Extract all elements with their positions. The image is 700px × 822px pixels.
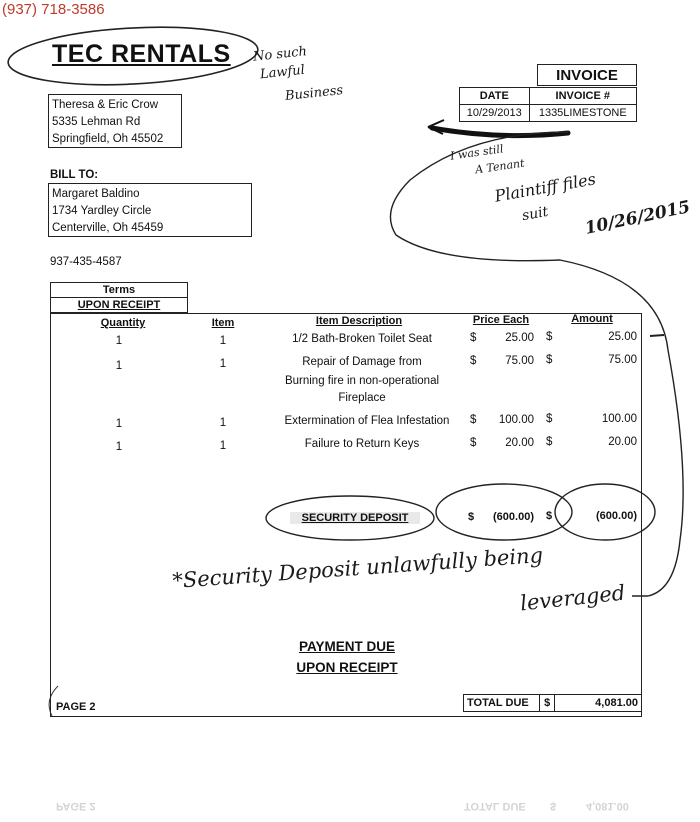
note-leveraged: leveraged bbox=[519, 580, 627, 616]
note-suit-date: 10/26/2015 bbox=[583, 197, 692, 239]
date-arrow bbox=[432, 128, 568, 136]
row-currency-amount: $ bbox=[546, 354, 553, 366]
row-price: 25.00 bbox=[505, 332, 534, 344]
row-qty: 1 bbox=[115, 441, 123, 453]
security-deposit-currency-amount: $ bbox=[546, 510, 553, 522]
payment-due bbox=[272, 636, 422, 678]
bill-to-address bbox=[48, 183, 252, 237]
reflection-total-value: 4,081.00 bbox=[586, 800, 629, 812]
security-deposit-price: (600.00) bbox=[493, 511, 534, 523]
bill-to-phone: 937-435-4587 bbox=[50, 256, 122, 268]
row-desc: Failure to Return Keys bbox=[304, 438, 420, 450]
reflection-total-label: TOTAL DUE bbox=[464, 800, 526, 812]
security-deposit-currency: $ bbox=[468, 511, 475, 523]
row-currency: $ bbox=[470, 414, 477, 426]
row-amount: 20.00 bbox=[608, 436, 637, 448]
row-qty: 1 bbox=[115, 360, 123, 372]
row-price: 20.00 bbox=[505, 437, 534, 449]
total-due-label: TOTAL DUE bbox=[464, 695, 540, 712]
note-no-such: No such bbox=[252, 44, 308, 65]
total-due-table bbox=[463, 694, 642, 712]
phone-number: (937) 718-3586 bbox=[2, 1, 105, 18]
total-due-value: 4,081.00 bbox=[555, 695, 642, 712]
reflection-page-label: PAGE 2 bbox=[56, 800, 96, 812]
note-tenant: A Tenant bbox=[474, 156, 526, 177]
row-item: 1 bbox=[219, 440, 227, 452]
row-currency-amount: $ bbox=[546, 436, 553, 448]
row-currency: $ bbox=[470, 355, 477, 367]
security-deposit-label: SECURITY DEPOSIT bbox=[290, 512, 420, 524]
payment-due-line2: UPON RECEIPT bbox=[296, 660, 398, 675]
note-still: I was still bbox=[449, 142, 505, 163]
sender-address bbox=[48, 94, 182, 148]
row-desc-line3: Fireplace bbox=[338, 392, 386, 404]
row-price: 75.00 bbox=[505, 355, 534, 367]
row-qty: 1 bbox=[115, 418, 123, 430]
row-amount: 75.00 bbox=[608, 354, 637, 366]
date-label: DATE bbox=[460, 88, 530, 105]
bill-to-line1: Margaret Baldino bbox=[52, 188, 140, 200]
note-suit: suit bbox=[520, 203, 550, 225]
col-quantity: Quantity bbox=[100, 317, 146, 329]
company-name: TEC RENTALS bbox=[52, 40, 231, 68]
row-amount: 25.00 bbox=[608, 331, 637, 343]
row-desc: 1/2 Bath-Broken Toilet Seat bbox=[292, 333, 432, 345]
note-business: Business bbox=[284, 83, 344, 104]
row-desc: Extermination of Flea Infestation bbox=[284, 415, 450, 427]
company-circle bbox=[7, 21, 260, 90]
security-deposit-amount: (600.00) bbox=[596, 510, 637, 522]
col-item: Item bbox=[211, 317, 235, 329]
reflection-total-currency: $ bbox=[550, 800, 557, 812]
terms-table bbox=[50, 282, 188, 313]
sender-line2: 5335 Lehman Rd bbox=[52, 116, 141, 128]
col-price: Price Each bbox=[472, 314, 530, 326]
page-label: PAGE 2 bbox=[56, 701, 96, 713]
bill-to-line2: 1734 Yardley Circle bbox=[52, 205, 152, 217]
invoice-title: INVOICE bbox=[537, 64, 637, 86]
row-item: 1 bbox=[219, 358, 227, 370]
col-description: Item Description bbox=[315, 315, 403, 327]
row-currency-amount: $ bbox=[546, 413, 553, 425]
row-desc: Repair of Damage from bbox=[302, 356, 422, 368]
invoice-info-table bbox=[459, 87, 637, 122]
row-currency-amount: $ bbox=[546, 331, 553, 343]
bill-to-label: BILL TO: bbox=[50, 169, 99, 181]
scan-reflection bbox=[50, 776, 642, 816]
total-due-currency: $ bbox=[540, 695, 555, 712]
note-plaintiff: Plaintiff files bbox=[493, 169, 598, 206]
row-currency: $ bbox=[470, 437, 477, 449]
invoice-number: 1335LIMESTONE bbox=[529, 105, 636, 122]
invoice-number-label: INVOICE # bbox=[529, 88, 636, 105]
bill-to-line3: Centerville, Oh 45459 bbox=[52, 222, 164, 234]
row-item: 1 bbox=[219, 417, 227, 429]
payment-due-line1: PAYMENT DUE bbox=[298, 639, 396, 654]
row-desc-line2: Burning fire in non-operational bbox=[284, 375, 440, 387]
terms-value: UPON RECEIPT bbox=[51, 298, 188, 313]
note-deposit: *Security Deposit unlawfully being bbox=[171, 543, 544, 593]
row-price: 100.00 bbox=[498, 414, 534, 426]
col-amount: Amount bbox=[571, 313, 613, 325]
terms-label: Terms bbox=[51, 283, 188, 298]
row-amount: 100.00 bbox=[601, 413, 637, 425]
note-lawful: Lawful bbox=[259, 62, 306, 83]
sender-line1: Theresa & Eric Crow bbox=[52, 99, 159, 111]
row-item: 1 bbox=[219, 335, 227, 347]
row-qty: 1 bbox=[115, 335, 123, 347]
sender-line3: Springfield, Oh 45502 bbox=[52, 133, 164, 145]
invoice-date: 10/29/2013 bbox=[460, 105, 530, 122]
row-currency: $ bbox=[470, 332, 477, 344]
